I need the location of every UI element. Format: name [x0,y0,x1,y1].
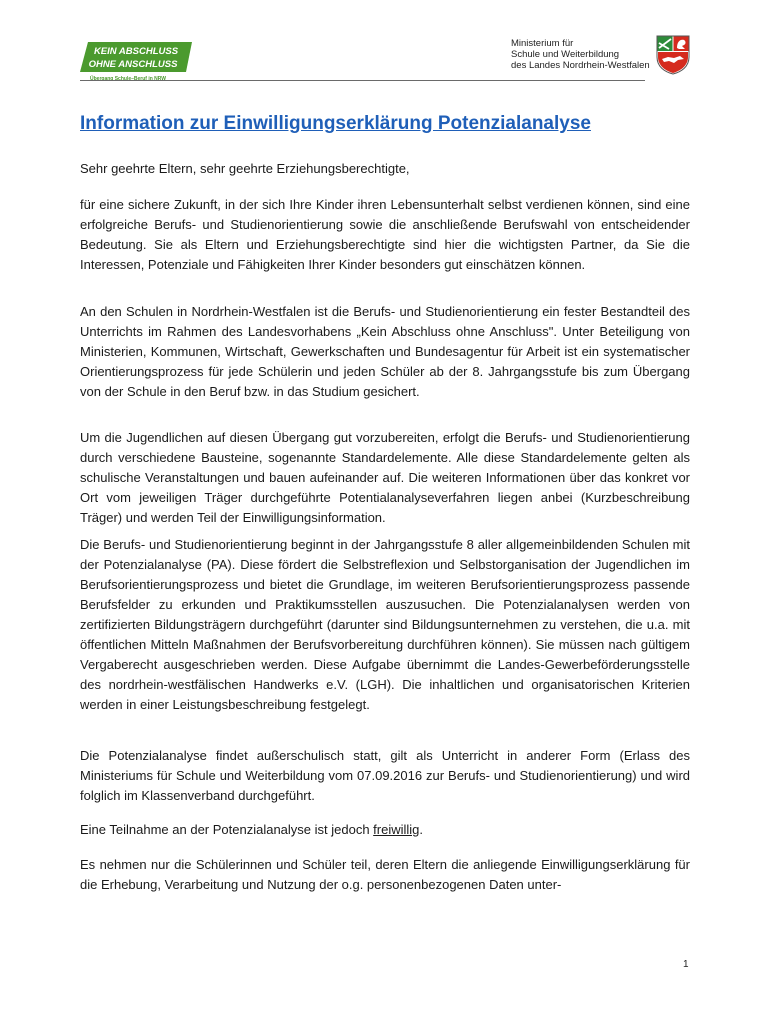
paragraph-2-text: An den Schulen in Nordrhein-Westfalen ist die Berufs- und Studienorientierung ein fester Bestandteil des Unterrichts im Rahmen des Landesvorhabens „Kein Abschluss ohne Anschluss". Unter Beteiligung von Ministerien, Kommunen, Wirtschaft, Gewerkschaften und Bundesagentur für Arbeit ist ein systematischer Orientierungsprozess für jede Schülerin und jeden Schüler ab der 8. Jahrgangsstufe bis zum Übergang von der Schule in den Beruf bzw. in das Studium gesichert. [80,304,690,399]
ministry-line-3: des Landes Nordrhein-Westfalen [511,60,650,71]
paragraph-5 [80,746,690,806]
greeting [80,159,690,179]
ministry-line-2: Schule und Weiterbildung [511,49,620,60]
logo-line-2: OHNE ANSCHLUSS [88,59,178,70]
paragraph-6 [80,820,690,840]
paragraph-7 [80,855,690,895]
logo-tagline: Übergang Schule–Beruf in NRW [90,76,167,82]
paragraph-6-before: Eine Teilnahme an der Potenzialanalyse ist jedoch [80,822,374,837]
document-title: Information zur Einwilligungserklärung Potenzialanalyse [80,113,591,134]
paragraph-1 [80,195,690,275]
header-divider [80,80,645,81]
paragraph-1-text: für eine sichere Zukunft, in der sich Ihre Kinder ihren Lebensunterhalt selbst verdienen können, sind eine erfolgreiche Berufs- und Studienorientierung sowie die anschließende Berufswahl von entscheidender Bedeutung. Sie als Eltern und Erziehungsberechtigte sind hier die wichtigsten Partner, da Sie die Interessen, Potenziale und Fähigkeiten Ihrer Kinder besonders gut einschätzen können. [80,197,690,272]
paragraph-3 [80,428,690,528]
freiwillig-emphasis: freiwillig [373,822,420,837]
greeting-text: Sehr geehrte Eltern, sehr geehrte Erziehungsberechtigte, [80,161,410,176]
paragraph-5-text: Die Potenzialanalyse findet außerschulisch statt, gilt als Unterricht in anderer Form (Erlass des Ministeriums für Schule und Weiterbildung vom 07.09.2016 zur Berufs- und Studienorientierung) und wird folglich im Klassenverband durchgeführt. [80,748,690,803]
logo-line-1: KEIN ABSCHLUSS [93,46,179,57]
ministry-name [511,38,650,71]
paragraph-6-after: . [419,822,424,837]
paragraph-4 [80,535,690,715]
paragraph-3-text: Um die Jugendlichen auf diesen Übergang gut vorzubereiten, erfolgt die Berufs- und Studienorientierung durch verschiedene Bausteine, sogenannte Standardelemente. Alle diese Standardelemente gelten als schulische Veranstaltungen und bauen aufeinander auf. Die weiteren Informationen über das konkret vor Ort vom jeweiligen Träger durchgeführte Potentialanalyseverfahren liegen anbei (Kurzbeschreibung Träger) und werden Teil der Einwilligungsinformation. [80,430,690,525]
kein-abschluss-ohne-anschluss-logo [80,42,192,82]
paragraph-4-text: Die Berufs- und Studienorientierung beginnt in der Jahrgangsstufe 8 aller allgemeinbildenden Schulen mit der Potenzialanalyse (PA). Diese fördert die Selbstreflexion und Selbstorganisation der Jugendlichen im Berufsorientierungsprozess und bietet die Grundlage, im weiteren Berufsorientierungsprozess passende Berufsfelder zu erkunden und Praktikumsstellen auszusuchen. Die Potenzialanalysen werden von zertifizierten Bildungsträgern durchgeführt (darunter sind Bildungsunternehmen zu verstehen, die u.a. mit öffentlichen Mitteln Maßnahmen der Berufsvorbereitung durchführen können). Sie müssen nach gültigem Vergaberecht ausgeschrieben werden. Diese Aufgabe übernimmt die Landes-Gewerbeförderungsstelle des nordrhein-westfälischen Handwerks e.V. (LGH). Die inhaltlichen und organisatorischen Kriterien werden in einer Leistungsbeschreibung festgelegt. [80,537,690,712]
paragraph-2 [80,302,690,402]
paragraph-6-text [80,820,690,840]
paragraph-7-text: Es nehmen nur die Schülerinnen und Schüler teil, deren Eltern die anliegende Einwilligungserklärung für die Erhebung, Verarbeitung und Nutzung der o.g. personenbezogenen Daten unter- [80,857,690,892]
page-number: 1 [683,959,689,970]
ministry-line-1: Ministerium für [511,38,574,49]
nrw-crest-icon [656,35,690,75]
